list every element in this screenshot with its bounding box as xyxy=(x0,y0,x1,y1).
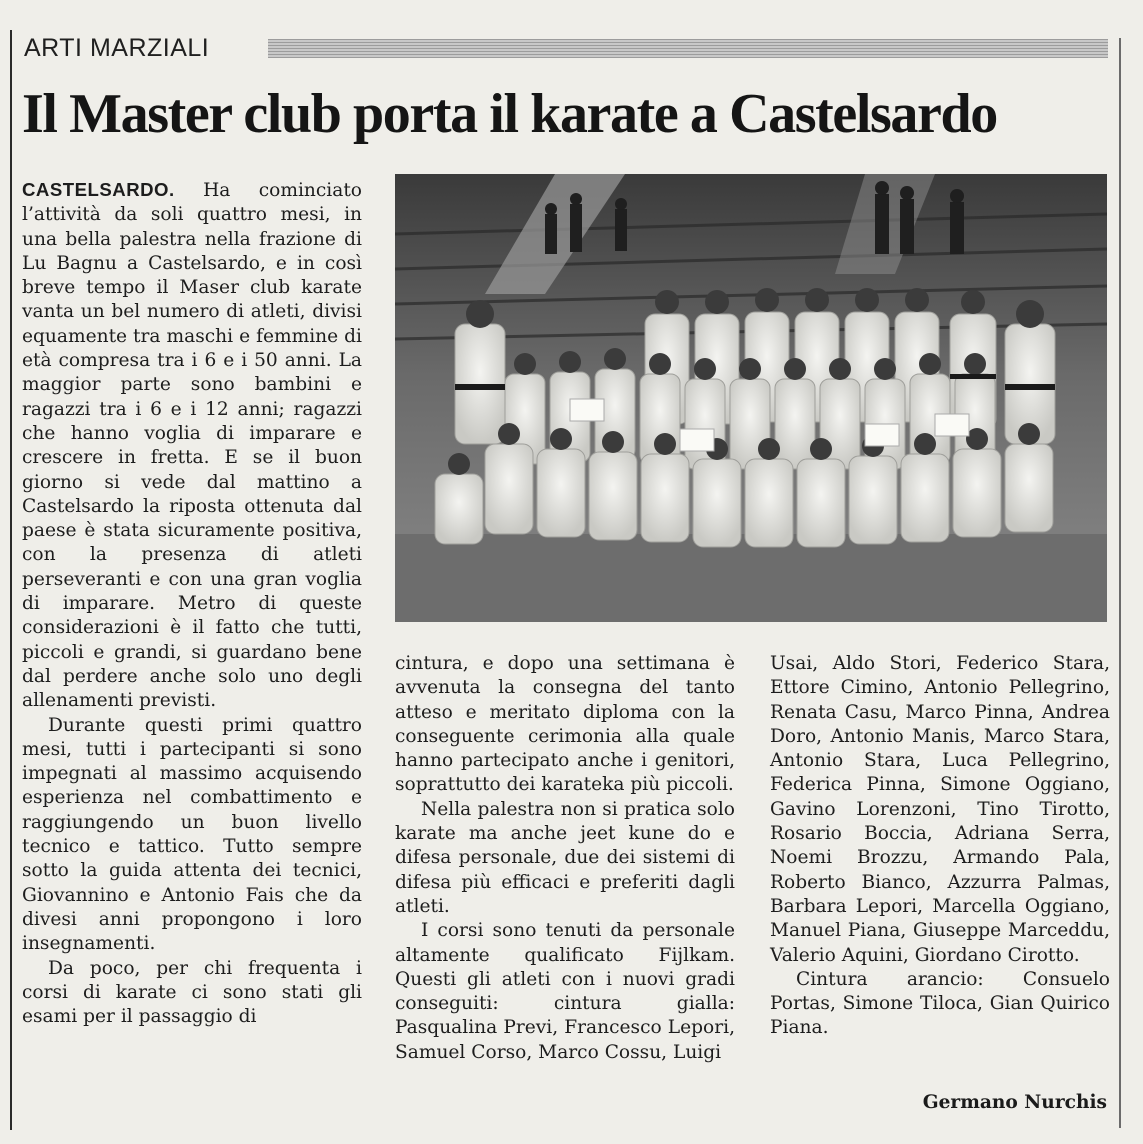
article-paragraph: Durante questi primi quattro mesi, tutti i partecipanti si sono impegnati al massimo acquisendo esperienza nel combattimento e raggiungendo un buon livello tecnico e tattico. Tutto sempre sotto la guida attenta dei tecnici, Giovannino e Antonio Fais che da divesi anni propongono i loro insegnamenti. xyxy=(22,714,362,955)
section-bar xyxy=(268,39,1108,58)
article-paragraph xyxy=(22,178,362,714)
dateline: CASTELSARDO. xyxy=(22,179,175,200)
article-column-3 xyxy=(770,652,1110,1041)
article-column-2 xyxy=(395,652,735,1065)
article-paragraph: Da poco, per chi frequenta i corsi di karate ci sono stati gli esami per il passaggio di xyxy=(22,957,362,1028)
article-paragraph: I corsi sono tenuti da personale altamente qualificato Fijlkam. Questi gli atleti con i nuovi gradi conseguiti: cintura gialla: Pasqualina Previ, Francesco Lepori, Samuel Corso, Marco Cossu, Luigi xyxy=(395,920,735,1063)
karate-group-photo-image xyxy=(395,174,1107,622)
article-column-1 xyxy=(22,178,362,1029)
column-rule-right xyxy=(1119,38,1121,1128)
article-headline: Il Master club porta il karate a Castelsardo xyxy=(22,83,997,145)
column-rule-left xyxy=(10,30,12,1130)
section-label: ARTI MARZIALI xyxy=(24,34,210,62)
article-paragraph: cintura, e dopo una settimana è avvenuta la consegna del tanto atteso e meritato diploma con la conseguente cerimonia alla quale hanno partecipato anche i genitori, soprattutto dei karateka più piccoli. xyxy=(395,653,735,796)
article-paragraph: Usai, Aldo Stori, Federico Stara, Ettore Cimino, Antonio Pellegrino, Renata Casu, Marco Pinna, Andrea Doro, Antonio Manis, Marco Stara, Antonio Stara, Luca Pellegrino, Federica Pinna, Simone Oggiano, Gavino Lorenzoni, Tino Tirotto, Rosario Boccia, Adriana Serra, Noemi Brozzu, Armando Pala, Roberto Bianco, Azzurra Palmas, Barbara Lepori, Marcella Oggiano, Manuel Piana, Giuseppe Marceddu, Valerio Aquini, Giordano Cirotto. xyxy=(770,653,1110,966)
paragraph-text: Ha cominciato l’attività da soli quattro mesi, in una bella palestra nella frazione di Lu Bagnu a Castelsardo, e in così breve tempo il Maser club karate vanta un bel numero di atleti, divisi equamente tra maschi e femmine di età compresa tra i 6 e i 50 anni. La maggior parte sono bambini e ragazzi tra i 6 e i 12 anni; ragazzi che hanno voglia di imparare e crescere in fretta. E se il buon giorno si vede dal mattino a Castelsardo la riposta ottenuta dal paese è stata sicuramente positiva, con la presenza di atleti perseveranti e con una gran voglia di imparare. Metro di queste considerazioni è il fatto che tutti, piccoli e grandi, si guardano bene dal perdere anche solo uno degli allenamenti previsti. xyxy=(22,180,362,712)
author-byline: Germano Nurchis xyxy=(922,1092,1107,1113)
article-paragraph: Cintura arancio: Consuelo Portas, Simone Tiloca, Gian Quirico Piana. xyxy=(770,968,1110,1039)
article-paragraph: Nella palestra non si pratica solo karate ma anche jeet kune do e difesa personale, due dei sistemi di difesa più efficaci e preferiti dagli atleti. xyxy=(395,798,735,917)
group-photo xyxy=(395,174,1107,622)
